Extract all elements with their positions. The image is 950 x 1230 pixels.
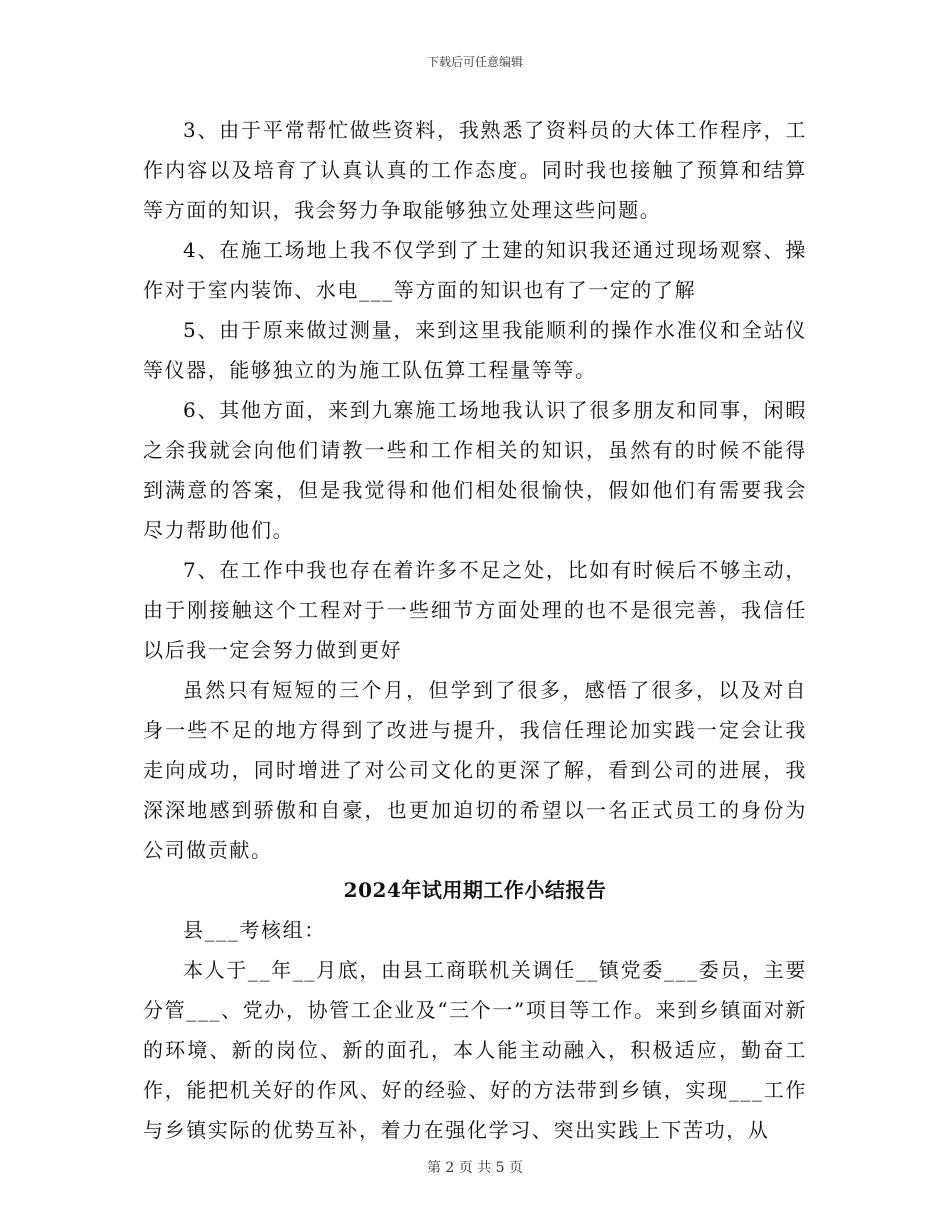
- document-body: [143, 110, 807, 1150]
- salutation: 县___考核组：: [183, 918, 326, 942]
- page-header: 下载后可任意编辑: [426, 55, 523, 69]
- section-title: 2024年试用期工作小结报告: [343, 878, 607, 902]
- paragraph-item-5: 5、由于原来做过测量，来到这里我能顺利的操作水准仪和全站仪等仪器，能够独立的为施工队伍算工程量等等。: [143, 318, 807, 382]
- paragraph-item-6: 6、其他方面，来到九寨施工场地我认识了很多朋友和同事，闲暇之余我就会向他们请教一些和工作相关的知识，虽然有的时候不能得到满意的答案，但是我觉得和他们相处很愉快，假如他们有需要我会尽力帮助他们。: [143, 398, 807, 542]
- paragraph-item-4: 4、在施工场地上我不仅学到了土建的知识我还通过现场观察、操作对于室内装饰、水电___等方面的知识也有了一定的了解: [143, 238, 807, 302]
- paragraph-summary: 虽然只有短短的三个月，但学到了很多，感悟了很多，以及对自身一些不足的地方得到了改进与提升，我信任理论加实践一定会让我走向成功，同时增进了对公司文化的更深了解，看到公司的进展，我深深地感到骄傲和自豪，也更加迫切的希望以一名正式员工的身份为公司做贡献。: [143, 678, 807, 862]
- paragraph-item-7: 7、在工作中我也存在着许多不足之处，比如有时候后不够主动，由于刚接触这个工程对于一些细节方面处理的也不是很完善，我信任以后我一定会努力做到更好: [143, 558, 807, 662]
- page-number: 第 2 页 共 5 页: [426, 1160, 524, 1176]
- paragraph-item-3: 3、由于平常帮忙做些资料，我熟悉了资料员的大体工作程序，工作内容以及培育了认真认真的工作态度。同时我也接触了预算和结算等方面的知识，我会努力争取能够独立处理这些问题。: [143, 118, 807, 222]
- report-paragraph: 本人于__年__月底，由县工商联机关调任__镇党委___委员，主要分管___、党办，协管工企业及“三个一”项目等工作。来到乡镇面对新的环境、新的岗位、新的面孔，本人能主动融入，积极适应，勤奋工作，能把机关好的作风、好的经验、好的方法带到乡镇，实现___工作与乡镇实际的优势互补，着力在强化学习、突出实践上下苦功，从: [143, 958, 807, 1142]
